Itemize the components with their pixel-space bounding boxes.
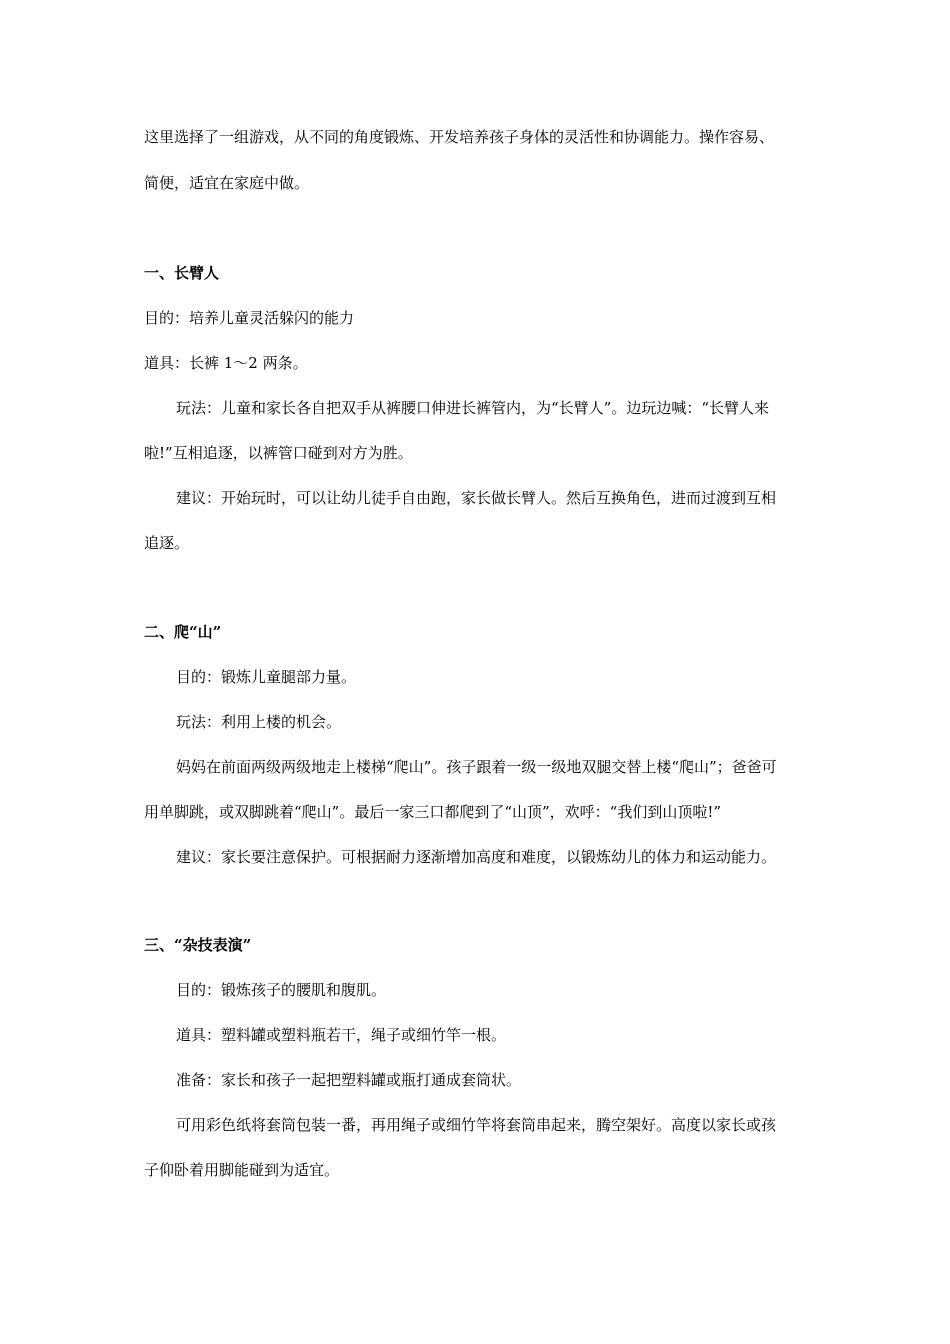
- section-3-purpose: 目的：锻炼孩子的腰肌和腹肌。: [176, 981, 387, 999]
- section-3-desc-line-1: 可用彩色纸将套筒包装一番，再用绳子或细竹竿将套筒串起来，腾空架好。高度以家长或孩: [176, 1116, 777, 1134]
- section-3-desc-line-2: 子仰卧着用脚能碰到为适宜。: [144, 1161, 340, 1179]
- section-1-props: 道具：长裤 1～2 两条。: [144, 354, 308, 372]
- section-3-prep: 准备：家长和孩子一起把塑料罐或瓶打通成套筒状。: [176, 1071, 522, 1089]
- section-1-play-line-2: 啦!”互相追逐，以裤管口碰到对方为胜。: [144, 444, 413, 462]
- section-2-advice: 建议：家长要注意保护。可根据耐力逐渐增加高度和难度，以锻炼幼儿的体力和运动能力。: [176, 848, 777, 866]
- section-2-play: 玩法：利用上楼的机会。: [176, 713, 342, 731]
- section-2-heading: 二、爬“山”: [144, 623, 222, 641]
- section-1-heading: 一、长臂人: [144, 264, 220, 282]
- section-1-purpose: 目的：培养儿童灵活躲闪的能力: [144, 309, 355, 327]
- section-1-advice-line-2: 追逐。: [144, 534, 190, 552]
- section-2-purpose: 目的：锻炼儿童腿部力量。: [176, 668, 357, 686]
- intro-line-1: 这里选择了一组游戏，从不同的角度锻炼、开发培养孩子身体的灵活性和协调能力。操作容易、: [144, 128, 775, 146]
- section-2-desc-line-1: 妈妈在前面两级两级地走上楼梯“爬山”。孩子跟着一级一级地双腿交替上楼“爬山”；爸爸可: [176, 758, 777, 776]
- section-3-heading: 三、“杂技表演”: [144, 936, 252, 954]
- section-3-props: 道具：塑料罐或塑料瓶若干，绳子或细竹竿一根。: [176, 1026, 507, 1044]
- section-1-play-line-1: 玩法：儿童和家长各自把双手从裤腰口伸进长裤管内，为“长臂人”。边玩边喊：“长臂人来: [176, 399, 770, 417]
- section-2-desc-line-2: 用单脚跳，或双脚跳着“爬山”。最后一家三口都爬到了“山顶”，欢呼：“我们到山顶啦!”: [144, 803, 722, 821]
- section-1-advice-line-1: 建议：开始玩时，可以让幼儿徒手自由跑，家长做长臂人。然后互换角色，进而过渡到互相: [176, 489, 777, 507]
- intro-line-2: 简便，适宜在家庭中做。: [144, 174, 310, 192]
